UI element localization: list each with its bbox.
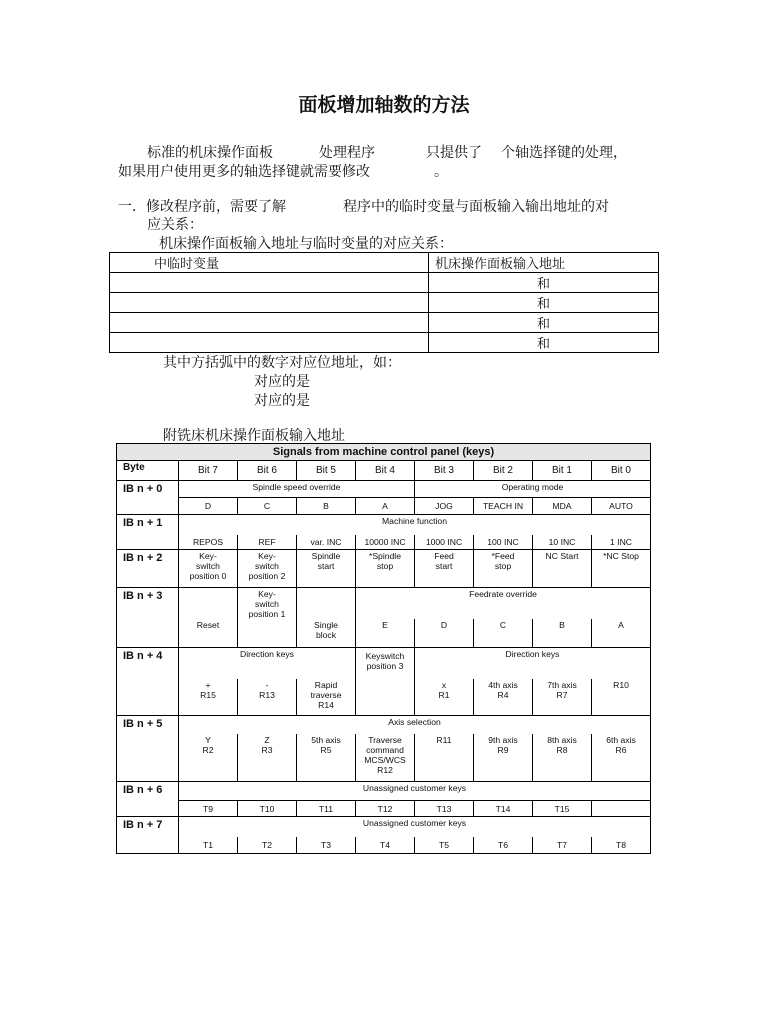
signal-cell: Rapid traverse R14 [297, 679, 356, 715]
bit-header: Bit 6 [238, 461, 297, 481]
signal-cell: *Feed stop [474, 549, 533, 587]
table-row [117, 498, 651, 515]
signal-cell: TEACH IN [474, 498, 533, 515]
intro-text-2a: 如果用户使用更多的轴选择键就需要修改 [118, 164, 370, 180]
table-row [110, 253, 659, 273]
signal-cell: T10 [238, 801, 297, 817]
bit-header: Bit 7 [179, 461, 238, 481]
intro-text-2b: 。 [434, 164, 448, 180]
group-label: Unassigned customer keys [179, 782, 651, 801]
signal-cell: T5 [415, 837, 474, 853]
intro-text-1a: 标准的机床操作面板 [147, 145, 273, 161]
signal-cell: T12 [356, 801, 415, 817]
group-label: Axis selection [179, 715, 651, 734]
byte-label: IB n + 4 [117, 647, 179, 715]
signal-cell: Traverse command MCS/WCS R12 [356, 734, 415, 782]
signal-cell: 100 INC [474, 535, 533, 549]
table-row [110, 333, 659, 353]
signal-cell: A [356, 498, 415, 515]
bit-header: Bit 4 [356, 461, 415, 481]
signal-cell: T2 [238, 837, 297, 853]
table-row [117, 535, 651, 549]
signal-cell: Key- switch position 2 [238, 549, 297, 587]
table-row [117, 549, 651, 587]
note-text: 其中方括弧中的数字对应位地址，如： [163, 355, 401, 371]
group-label: Spindle speed override [179, 481, 415, 498]
section1-heading-line2: 应关系： [147, 217, 203, 233]
bit-header: Bit 5 [297, 461, 356, 481]
table-row [117, 801, 651, 817]
signal-cell: + R15 [179, 679, 238, 715]
signal-cell: Spindle start [297, 549, 356, 587]
signal-cell: Feed start [415, 549, 474, 587]
appendix-caption: 附铣床机床操作面板输入地址 [163, 428, 345, 444]
table-row [117, 481, 651, 498]
group-label: Operating mode [415, 481, 651, 498]
signal-cell: D [415, 619, 474, 647]
group-label: Machine function [179, 515, 651, 536]
signal-cell: T13 [415, 801, 474, 817]
signal-cell: E [356, 619, 415, 647]
page-title: 面板增加轴数的方法 [298, 94, 470, 116]
byte-header: Byte [117, 461, 179, 481]
example-1: 对应的是 [254, 374, 310, 390]
map-header-address: 机床操作面板输入地址 [429, 253, 659, 273]
signal-cell: 1000 INC [415, 535, 474, 549]
signal-cell [592, 801, 651, 817]
table-row [117, 715, 651, 734]
signal-cell: 7th axis R7 [533, 679, 592, 715]
signal-cell: var. INC [297, 535, 356, 549]
section1-heading-cont: 程序中的临时变量与面板输入输出地址的对 [343, 199, 609, 215]
map-cell: 和 [429, 333, 659, 353]
table-row [117, 782, 651, 801]
signal-cell: T4 [356, 837, 415, 853]
signal-cell: 6th axis R6 [592, 734, 651, 782]
group-label: Direction keys [179, 647, 356, 679]
signal-cell: 10000 INC [356, 535, 415, 549]
signal-cell: Key- switch position 1 [238, 587, 297, 619]
signal-cell: 8th axis R8 [533, 734, 592, 782]
map-table-caption: 机床操作面板输入地址与临时变量的对应关系： [159, 236, 453, 252]
signal-cell: C [474, 619, 533, 647]
signal-cell: T15 [533, 801, 592, 817]
signal-cell: 4th axis R4 [474, 679, 533, 715]
signals-table [116, 443, 651, 854]
signal-cell: D [179, 498, 238, 515]
map-cell: 和 [429, 293, 659, 313]
group-label: Direction keys [415, 647, 651, 679]
signals-title: Signals from machine control panel (keys) [117, 444, 651, 461]
signal-cell: T14 [474, 801, 533, 817]
signal-cell: T3 [297, 837, 356, 853]
signal-cell: 5th axis R5 [297, 734, 356, 782]
signal-cell: NC Start [533, 549, 592, 587]
byte-label: IB n + 2 [117, 549, 179, 587]
table-row [110, 293, 659, 313]
signal-cell: *Spindle stop [356, 549, 415, 587]
section1-heading: 一．修改程序前，需要了解 [118, 199, 286, 215]
signal-cell: Reset [179, 619, 238, 647]
intro-text-1c: 只提供了 [426, 145, 482, 161]
signal-cell: B [297, 498, 356, 515]
signal-cell: A [592, 619, 651, 647]
byte-label: IB n + 0 [117, 481, 179, 515]
signal-cell: T6 [474, 837, 533, 853]
signal-cell: Single block [297, 619, 356, 647]
signal-cell: x R1 [415, 679, 474, 715]
table-row [117, 515, 651, 536]
bit-header: Bit 1 [533, 461, 592, 481]
table-row [117, 587, 651, 619]
signal-cell: T7 [533, 837, 592, 853]
byte-label: IB n + 7 [117, 817, 179, 854]
signal-cell: 10 INC [533, 535, 592, 549]
signal-cell: R10 [592, 679, 651, 715]
byte-label: IB n + 6 [117, 782, 179, 817]
signal-cell: 1 INC [592, 535, 651, 549]
signal-cell: *NC Stop [592, 549, 651, 587]
intro-text-1d: 个轴选择键的处理， [501, 145, 627, 161]
map-cell: 和 [429, 273, 659, 293]
signal-cell: REPOS [179, 535, 238, 549]
signal-cell: AUTO [592, 498, 651, 515]
table-row [117, 734, 651, 782]
signal-cell: - R13 [238, 679, 297, 715]
table-row [110, 273, 659, 293]
signal-cell: REF [238, 535, 297, 549]
signal-cell: T9 [179, 801, 238, 817]
signal-cell: 9th axis R9 [474, 734, 533, 782]
table-row [117, 647, 651, 679]
signal-cell: T1 [179, 837, 238, 853]
byte-label: IB n + 1 [117, 515, 179, 550]
signal-cell: B [533, 619, 592, 647]
signal-cell: Key- switch position 0 [179, 549, 238, 587]
map-cell: 和 [429, 313, 659, 333]
signal-cell: R11 [415, 734, 474, 782]
group-label: Feedrate override [356, 587, 651, 619]
byte-label: IB n + 3 [117, 587, 179, 647]
table-row [117, 619, 651, 647]
address-mapping-table [109, 252, 659, 353]
signal-cell: C [238, 498, 297, 515]
table-row [110, 313, 659, 333]
bit-header: Bit 0 [592, 461, 651, 481]
signal-cell: Y R2 [179, 734, 238, 782]
signal-cell: T11 [297, 801, 356, 817]
map-header-variable: 中临时变量 [110, 253, 429, 273]
table-row [117, 817, 651, 838]
signal-cell: Keyswitch position 3 [356, 647, 415, 715]
signal-cell: Z R3 [238, 734, 297, 782]
signal-cell: JOG [415, 498, 474, 515]
example-2: 对应的是 [254, 393, 310, 409]
table-row [117, 444, 651, 461]
table-row [117, 461, 651, 481]
signal-cell: MDA [533, 498, 592, 515]
bit-header: Bit 2 [474, 461, 533, 481]
byte-label: IB n + 5 [117, 715, 179, 782]
table-row [117, 837, 651, 853]
signal-cell: T8 [592, 837, 651, 853]
intro-text-1b: 处理程序 [319, 145, 375, 161]
group-label: Unassigned customer keys [179, 817, 651, 838]
bit-header: Bit 3 [415, 461, 474, 481]
